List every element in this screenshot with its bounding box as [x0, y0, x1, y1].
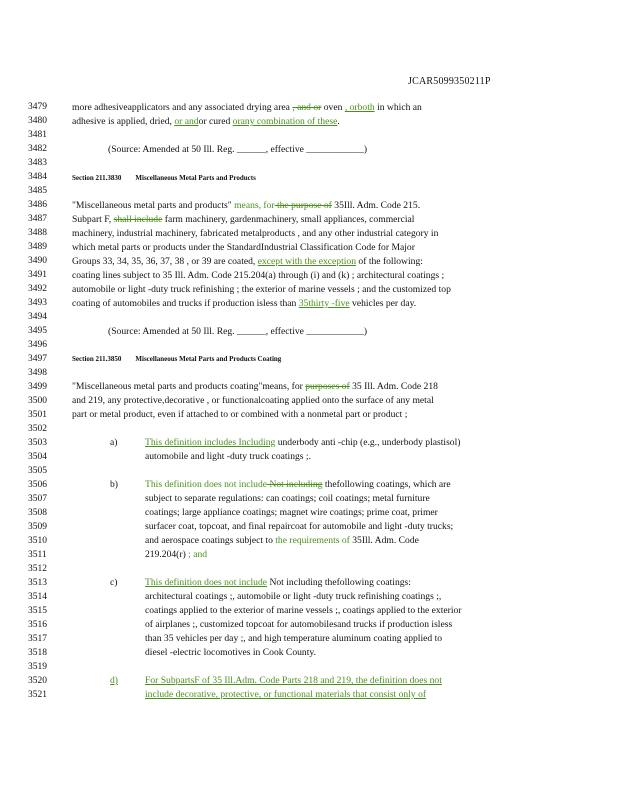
line-number: 3501	[28, 410, 47, 420]
deleted-text: purposes of	[305, 381, 350, 392]
line-number: 3506	[28, 480, 47, 490]
line-number: 3483	[28, 158, 47, 168]
source-note-1: (Source: Amended at 50 Ill. Reg. ______, effective ____________)	[108, 144, 368, 155]
line-number: 3514	[28, 592, 47, 602]
line-number: 3500	[28, 396, 47, 406]
inserted-text: This definition includes Including	[145, 437, 276, 448]
line-number: 3498	[28, 368, 47, 378]
text-line-3490	[72, 256, 542, 267]
text-run: Subpart F,	[72, 214, 114, 225]
item-c-line-5: than 35 vehicles per day ;, and high temperature aluminum coating applied to	[145, 633, 443, 644]
line-number: 3485	[28, 186, 47, 196]
item-c-line-2: architectural coatings ;, automobile or light -duty truck refinishing coatings ;,	[145, 591, 442, 602]
line-number: 3495	[28, 326, 47, 336]
text-run: Groups 33, 34, 35, 36, 37, 38 , or 39 are coated,	[72, 256, 258, 267]
text-run: of the following:	[356, 256, 423, 267]
text-run: "Miscellaneous metal parts and products coating"means, for	[72, 381, 306, 392]
line-number: 3486	[28, 200, 47, 210]
line-number: 3515	[28, 606, 47, 616]
text-run: coating of automobiles and trucks if production isless than	[72, 298, 299, 309]
text-run: 35Ill. Adm. Code	[349, 535, 419, 546]
line-number: 3493	[28, 298, 47, 308]
line-number: 3511	[28, 550, 47, 560]
item-c-line-6: diesel -electric locomotives in Cook County.	[145, 647, 316, 658]
item-label-d: d)	[110, 675, 118, 686]
text-run: in which an	[374, 102, 422, 113]
item-label-b: b)	[110, 479, 118, 490]
line-number: 3496	[28, 340, 47, 350]
line-number: 3502	[28, 424, 47, 434]
inserted-text: 35thirty -five	[298, 298, 350, 309]
source-note-2: (Source: Amended at 50 Ill. Reg. ______, effective ____________)	[108, 326, 368, 337]
item-a-line-1	[145, 437, 545, 448]
text-run: 35 Ill. Adm. Code 218	[349, 381, 438, 392]
text-line-3487	[72, 214, 542, 225]
section-number: Section 211.3850	[72, 355, 122, 363]
item-c-line-4: of airplanes ;, customized topcoat for automobilesand trucks if production isless	[145, 619, 453, 630]
line-number: 3479	[28, 102, 47, 112]
line-number: 3488	[28, 228, 47, 238]
line-number: 3509	[28, 522, 47, 532]
line-number: 3482	[28, 144, 47, 154]
item-b-line-5	[145, 535, 545, 546]
item-d-line-1: For SubpartsF of 35 Ill.Adm. Code Parts 218 and 219, the definition does not	[145, 675, 442, 686]
inserted-text: This definition does not include	[145, 577, 268, 588]
item-label-a: a)	[110, 437, 118, 448]
line-number: 3513	[28, 578, 47, 588]
text-run: farm machinery, gardenmachinery, small appliances, commercial	[162, 214, 415, 225]
section-heading-1	[72, 173, 542, 184]
line-number: 3481	[28, 130, 47, 140]
item-b-line-3: coatings; large appliance coatings; magnet wire coatings; prime coat, primer	[145, 507, 438, 518]
line-number: 3521	[28, 690, 47, 700]
text-run: oven	[321, 102, 345, 113]
line-number: 3480	[28, 116, 47, 126]
deleted-text: the purpose of	[274, 200, 332, 211]
section-title: Miscellaneous Metal Parts and Products	[135, 174, 256, 182]
line-number: 3512	[28, 564, 47, 574]
section-title: Miscellaneous Metal Parts and Products Coating	[135, 355, 282, 363]
line-number: 3510	[28, 536, 47, 546]
item-d-line-2: include decorative, protective, or functional materials that consist only of	[145, 689, 427, 700]
inserted-text: ; and	[188, 549, 208, 560]
text-run: Not including thefollowing coatings:	[267, 577, 411, 588]
text-line-3488: machinery, industrial machinery, fabricated metalproducts , and any other industrial category in	[72, 228, 439, 239]
text-run: "Miscellaneous metal parts and products"	[72, 200, 235, 211]
line-number: 3508	[28, 508, 47, 518]
inserted-text: the requirements of	[275, 535, 350, 546]
line-number: 3520	[28, 676, 47, 686]
text-line-3479	[72, 102, 542, 113]
text-run: vehicles per day.	[349, 298, 417, 309]
section-number: Section 211.3830	[72, 174, 122, 182]
item-c-line-3: coatings applied to the exterior of marine vessels ;, coatings applied to the exterior	[145, 605, 462, 616]
text-run: or cured	[198, 116, 233, 127]
item-label-c: c)	[110, 577, 118, 588]
item-b-line-2: subject to separate regulations: can coatings; coil coatings; metal furniture	[145, 493, 430, 504]
line-number: 3497	[28, 354, 47, 364]
text-run: .	[337, 116, 340, 127]
inserted-text: except with the exception	[257, 256, 357, 267]
line-number: 3504	[28, 452, 47, 462]
line-number: 3518	[28, 648, 47, 658]
line-number: 3505	[28, 466, 47, 476]
text-line-3491: coating lines subject to 35 Ill. Adm. Code 215.204(a) through (i) and (k) ; architectural coatings ;	[72, 270, 445, 281]
line-number: 3499	[28, 382, 47, 392]
text-line-3489: which metal parts or products under the StandardIndustrial Classification Code for Major	[72, 242, 415, 253]
line-number: 3484	[28, 172, 47, 182]
text-line-3501: part or metal product, even if attached to or combined with a nonmetal part or product ;	[72, 409, 408, 420]
text-line-3486	[72, 200, 542, 211]
text-run: underbody anti -chip (e.g., underbody plastisol)	[275, 437, 461, 448]
text-line-3493	[72, 298, 542, 309]
section-heading-2	[72, 354, 542, 365]
item-b-line-1	[145, 479, 545, 490]
inserted-text: or and	[174, 116, 199, 127]
text-run: thefollowing coatings, which are	[322, 479, 451, 490]
line-number: 3492	[28, 284, 47, 294]
text-run: adhesive is applied, dried,	[72, 116, 175, 127]
line-number: 3487	[28, 214, 47, 224]
line-number: 3490	[28, 256, 47, 266]
item-b-line-4: surfacer coat, topcoat, and final repaircoat for automobile and light -duty trucks;	[145, 521, 454, 532]
text-run: 35Ill. Adm. Code 215.	[331, 200, 421, 211]
line-number: 3489	[28, 242, 47, 252]
inserted-text: orany combination of these	[232, 116, 338, 127]
inserted-text: means, for	[234, 200, 275, 211]
deleted-text: , and or	[292, 102, 322, 113]
deleted-text: Not including	[267, 479, 323, 490]
text-run: and aerospace coatings subject to	[145, 535, 276, 546]
deleted-text: shall include	[113, 214, 163, 225]
text-run: more adhesiveapplicators and any associated drying area	[72, 102, 293, 113]
line-number: 3507	[28, 494, 47, 504]
document-id: JCAR5099350211P	[408, 76, 491, 87]
inserted-text: , orboth	[344, 102, 375, 113]
line-number: 3494	[28, 312, 47, 322]
line-number: 3516	[28, 620, 47, 630]
item-b-line-6	[145, 549, 545, 560]
text-line-3492: automobile or light -duty truck refinishing ; the exterior of marine vessels ; and the customized top	[72, 284, 451, 295]
inserted-text: This definition does not include	[145, 479, 268, 490]
line-number: 3491	[28, 270, 47, 280]
line-number: 3517	[28, 634, 47, 644]
text-line-3480	[72, 116, 542, 127]
line-number: 3519	[28, 662, 47, 672]
line-number: 3503	[28, 438, 47, 448]
item-a-line-2: automobile and light -duty truck coatings ;.	[145, 451, 311, 462]
item-c-line-1	[145, 577, 545, 588]
text-run: 219.204(r)	[145, 549, 189, 560]
text-line-3500: and 219, any protective,decorative , or functionalcoating applied onto the surface of any metal	[72, 395, 434, 406]
text-line-3499	[72, 381, 542, 392]
